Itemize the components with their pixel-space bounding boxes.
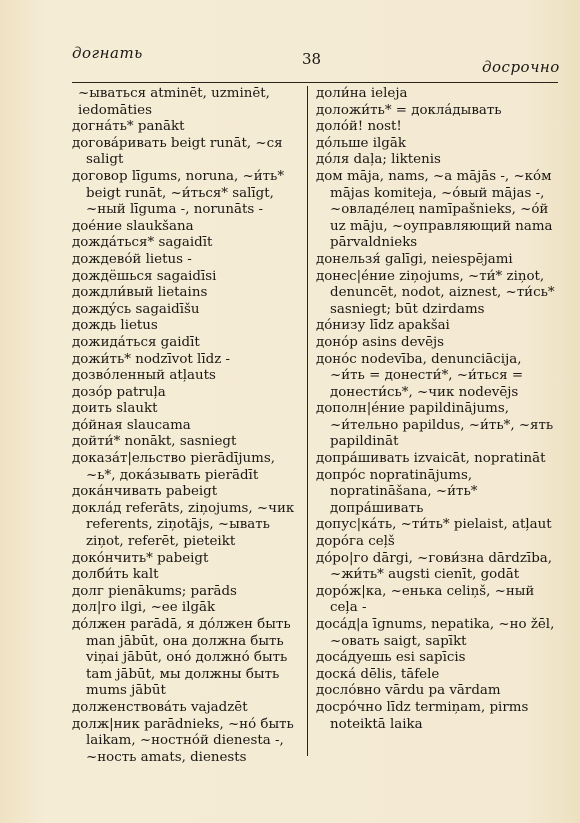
header-rule bbox=[72, 82, 558, 83]
entry: долг pienākums; parāds bbox=[72, 583, 237, 599]
entry: дóльше ilgāk bbox=[316, 135, 406, 151]
entry: доскá dēlis, tāfele bbox=[316, 666, 440, 682]
page-number: 38 bbox=[302, 50, 322, 68]
entry: доказáт|ельство pierādījums, ~ь*, докáзывать pierādīt bbox=[72, 451, 275, 483]
entry: долби́ть kalt bbox=[72, 567, 159, 583]
entry: дополн|éние papildinājums, ~и́тельно papildus, ~и́ть*, ~ять papildināt bbox=[316, 401, 554, 450]
entry: дожидáться gaidīt bbox=[72, 334, 200, 350]
entry: дóля daļa; liktenis bbox=[316, 152, 441, 168]
entry: докóнчить* pabeigt bbox=[72, 550, 209, 566]
entry: докáнчивать pabeigt bbox=[72, 484, 218, 500]
entry: дождáться* sagaidīt bbox=[72, 235, 213, 251]
entry: дожи́ть* nodzīvot līdz - bbox=[72, 351, 231, 367]
entry: доложи́ть* = доклáдывать bbox=[316, 102, 502, 118]
entry: донóр asins devējs bbox=[316, 334, 445, 350]
entry: досрóчно līdz termiņam, pirms noteiktā laika bbox=[316, 699, 529, 732]
left-column bbox=[72, 86, 298, 766]
entry: дождёшься sagaidīsi bbox=[72, 268, 217, 284]
entry: дождь lietus bbox=[72, 318, 158, 334]
entry: дом māja, nams, ~а mājās -, ~кóм mājas komiteja, ~óвый mājas -, ~овладéлец namīpašnieks, ~óй uz māju, ~оуправляющий nama pārvaldnieks bbox=[316, 168, 553, 251]
entry: допрáшивать izvaicāt, nopratināt bbox=[316, 451, 546, 467]
entry: договáривать beigt runāt, ~ся saligt bbox=[72, 135, 283, 168]
entry: досáдуешь esi sapīcis bbox=[316, 650, 466, 666]
entry: ~ываться atminēt, uzminēt, iedomāties bbox=[78, 86, 270, 118]
entry: доить slaukt bbox=[72, 401, 158, 417]
header-right-word: досрочно bbox=[482, 58, 560, 76]
entry: догнáть* panākt bbox=[72, 119, 185, 135]
entry: дóнизу līdz apakšai bbox=[316, 318, 450, 334]
entry: дозóр patruļa bbox=[72, 384, 166, 400]
entry: долженствовáть vajadzēt bbox=[72, 699, 248, 715]
entry: доли́на ieleja bbox=[316, 86, 408, 101]
right-column bbox=[316, 86, 558, 733]
entry: доéние slaukšana bbox=[72, 218, 194, 234]
header-left-word: догнать bbox=[72, 44, 143, 62]
column-divider bbox=[307, 86, 308, 756]
entry: дождевóй lietus - bbox=[72, 251, 192, 267]
entry: дóлжен parādā, я дóлжен быть man jābūt, она должна быть viņai jābūt, онó должнó быть tam jābūt, мы должны быть mums jābūt bbox=[72, 617, 291, 699]
entry: дóро|го dārgi, ~гови́зна dārdzība, ~жи́ть* augsti cienīt, godāt bbox=[316, 550, 553, 583]
entry: донóс nodevība, denunciācija, ~и́ть = донести́*, ~и́ться = донести́сь*, ~чик nodevējs bbox=[316, 351, 524, 400]
entry: долóй! nost! bbox=[316, 119, 402, 135]
entry: договор līgums, noruna, ~и́ть* beigt runāt, ~и́ться* salīgt, ~ный līguma -, norunāts - bbox=[72, 168, 285, 218]
entry: дождýсь sagaidīšu bbox=[72, 301, 200, 317]
entry: долж|ник parādnieks, ~нó быть laikam, ~ностнóй dienesta -, ~ность amats, dienests bbox=[72, 716, 294, 765]
entry: дозвóленный atļauts bbox=[72, 368, 216, 384]
entry: дол|го ilgi, ~ее ilgāk bbox=[72, 600, 216, 616]
entry: дойти́* nonākt, sasniegt bbox=[72, 434, 237, 450]
entry: допус|кáть, ~ти́ть* pielaist, atļaut bbox=[316, 517, 552, 533]
entry: дорóга ceļš bbox=[316, 534, 395, 550]
entry: донельзя́ galīgi, neiespējami bbox=[316, 251, 513, 267]
entry: дослóвно vārdu pa vārdam bbox=[316, 683, 501, 699]
entry: допрóс nopratinājums, nopratināšana, ~и́ть* допрáшивать bbox=[316, 467, 478, 516]
entry: донес|éние ziņojums, ~ти́* ziņot, denuncēt, nodot, aiznest, ~ти́сь* sasniegt; būt dzirdams bbox=[316, 268, 555, 317]
entry: дóйная slaucama bbox=[72, 417, 191, 433]
page-header bbox=[0, 0, 580, 86]
entry: дождли́вый lietains bbox=[72, 285, 208, 301]
entry: досáд|а īgnums, nepatika, ~но žēl, ~овать saigt, sapīkt bbox=[316, 617, 555, 649]
entry: доклáд referāts, ziņojums, ~чик referents, ziņotājs, ~ывать ziņot, referēt, pieteikt bbox=[72, 500, 295, 550]
entry: дорóж|ка, ~енька celiņš, ~ный ceļa - bbox=[316, 583, 535, 616]
